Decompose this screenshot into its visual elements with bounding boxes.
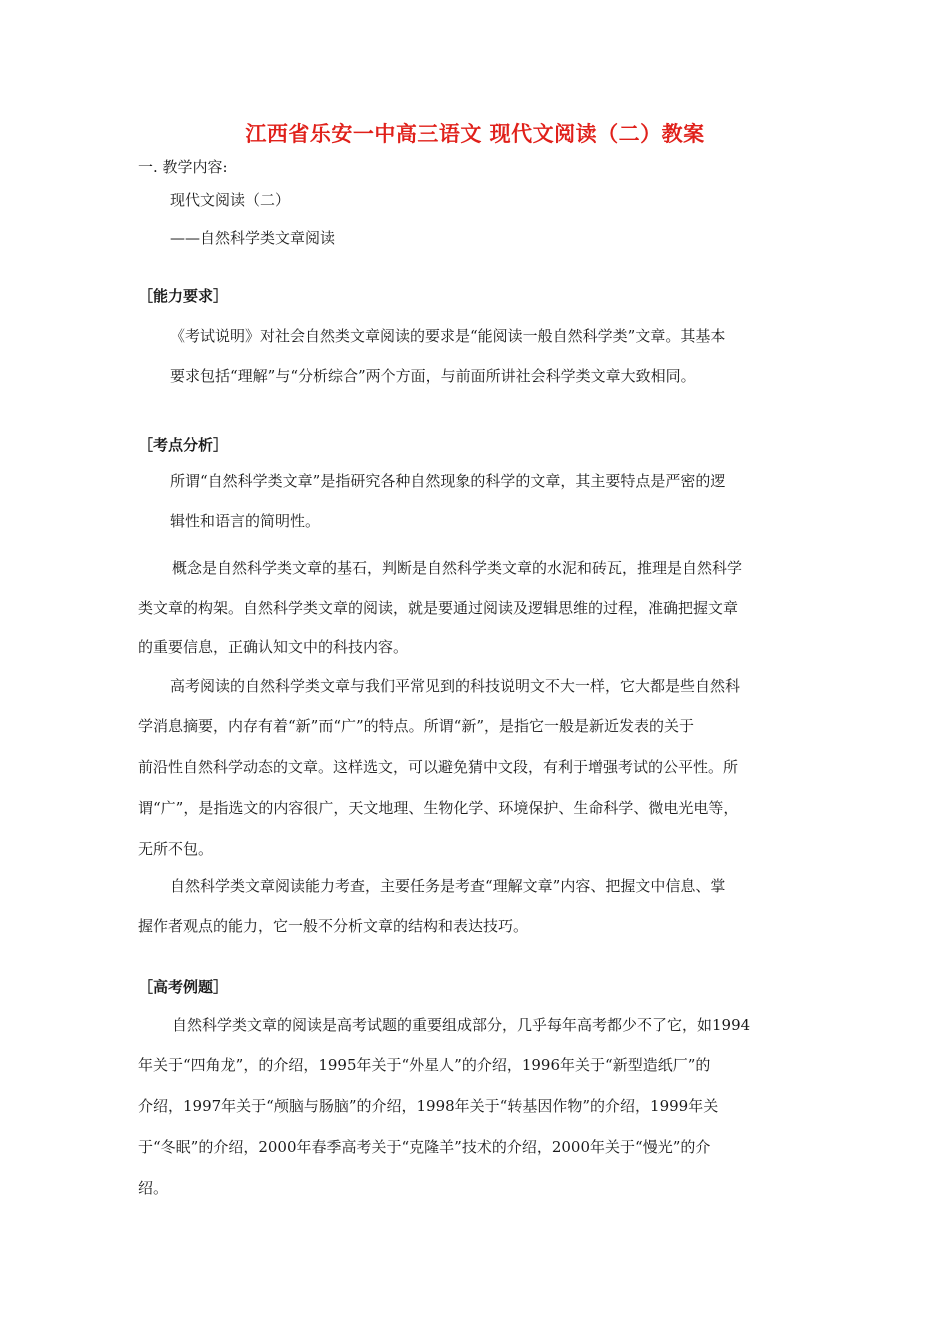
- paragraph-line: 概念是自然科学类文章的基石，判断是自然科学类文章的水泥和砖瓦，推理是自然科学: [172, 559, 743, 577]
- paragraph-line: 所谓“自然科学类文章”是指研究各种自然现象的科学的文章，其主要特点是严密的逻: [170, 472, 726, 490]
- paragraph-line: 握作者观点的能力，它一般不分析文章的结构和表达技巧。: [138, 917, 529, 935]
- section-heading-analysis: ［考点分析］: [138, 436, 229, 454]
- paragraph-line: 高考阅读的自然科学类文章与我们平常见到的科技说明文不大一样，它大都是些自然科: [170, 677, 741, 695]
- subtopic-line: ——自然科学类文章阅读: [170, 229, 336, 247]
- paragraph-line: 无所不包。: [138, 840, 214, 858]
- paragraph-line: 类文章的构架。自然科学类文章的阅读，就是要通过阅读及逻辑思维的过程，准确把握文章: [138, 599, 739, 617]
- paragraph-line: 自然科学类文章阅读能力考查，主要任务是考查“理解文章”内容、把握文中信息、掌: [170, 877, 726, 895]
- teaching-content-label: 一. 教学内容:: [138, 158, 228, 176]
- section-heading-ability: ［能力要求］: [138, 287, 229, 305]
- topic-line: 现代文阅读（二）: [170, 191, 291, 209]
- document-title: 江西省乐安一中高三语文 现代文阅读（二）教案: [245, 121, 705, 146]
- paragraph-line: 介绍，1997年关于“颅脑与肠脑”的介绍，1998年关于“转基因作物”的介绍，1999年关: [138, 1097, 719, 1115]
- paragraph-line: 辑性和语言的简明性。: [170, 512, 321, 530]
- paragraph-line: 年关于“四角龙”，的介绍，1995年关于“外星人”的介绍，1996年关于“新型造纸厂”的: [138, 1056, 711, 1074]
- section-heading-examples: ［高考例题］: [138, 978, 229, 996]
- paragraph-line: 学消息摘要，内存有着“新”而“广”的特点。所谓“新”，是指它一般是新近发表的关于: [138, 717, 695, 735]
- paragraph-line: 要求包括“理解”与“分析综合”两个方面，与前面所讲社会科学类文章大致相同。: [170, 367, 696, 385]
- paragraph-line: 于“冬眠”的介绍，2000年春季高考关于“克隆羊”技术的介绍，2000年关于“慢光”的介: [138, 1138, 711, 1156]
- paragraph-line: 谓“广”，是指选文的内容很广，天文地理、生物化学、环境保护、生命科学、微电光电等，: [138, 799, 739, 817]
- paragraph-line: 绍。: [138, 1179, 169, 1197]
- paragraph-line: 的重要信息，正确认知文中的科技内容。: [138, 638, 409, 656]
- paragraph-line: 自然科学类文章的阅读是高考试题的重要组成部分，几乎每年高考都少不了它，如1994: [172, 1016, 751, 1034]
- paragraph-line: 前沿性自然科学动态的文章。这样选文，可以避免猜中文段，有利于增强考试的公平性。所: [138, 758, 739, 776]
- paragraph-line: 《考试说明》对社会自然类文章阅读的要求是“能阅读一般自然科学类”文章。其基本: [170, 327, 726, 345]
